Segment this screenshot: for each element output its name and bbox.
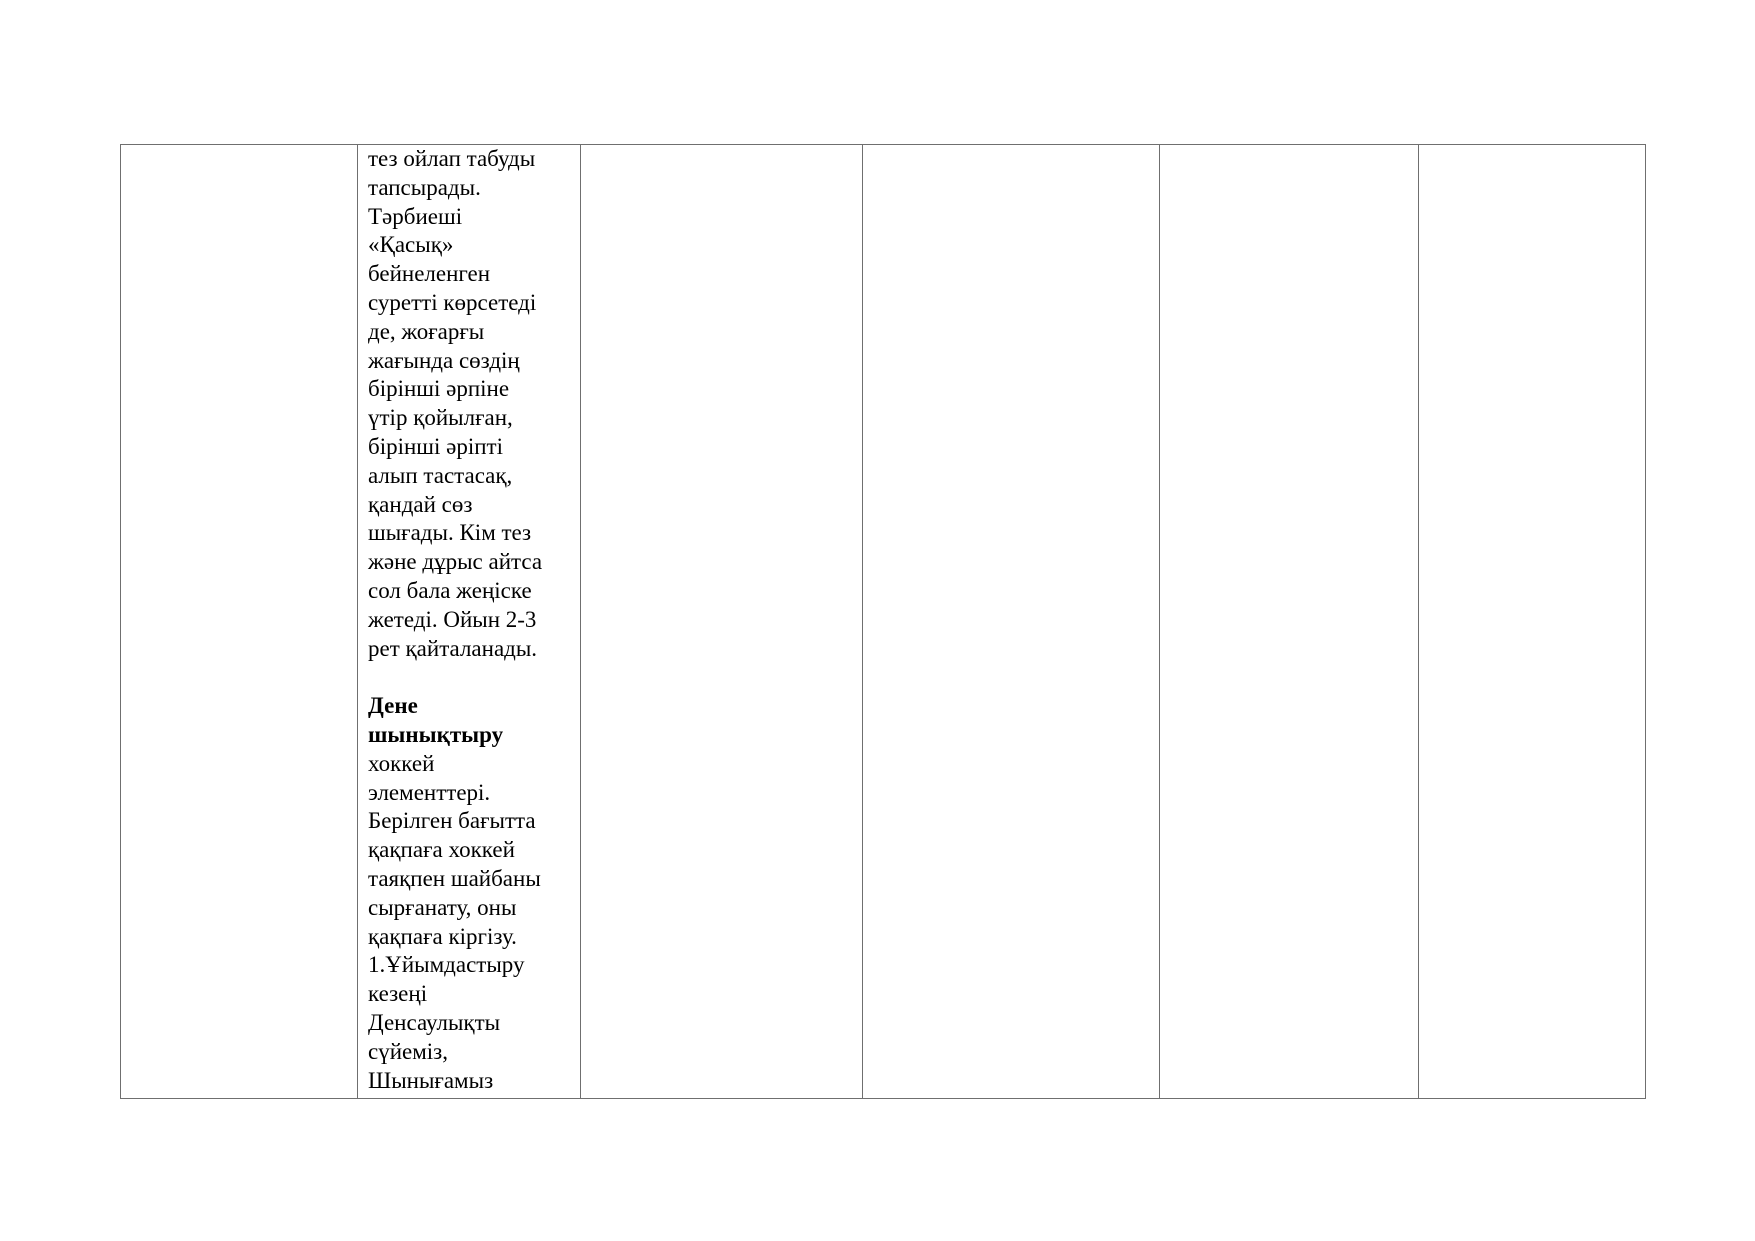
table-cell-column-5: [1160, 145, 1419, 1099]
text-line: сол бала жеңіске: [368, 577, 532, 603]
text-line: тапсырады.: [368, 174, 481, 200]
text-line: шығады. Кім тез: [368, 520, 532, 546]
text-line: таяқпен шайбаны: [368, 865, 541, 891]
text-line: бірінші әрпіне: [368, 376, 510, 402]
text-line: алып тастасақ,: [368, 462, 513, 488]
text-line: Шынығамыз: [368, 1067, 494, 1093]
text-line: қақпаға кіргізу.: [368, 923, 517, 949]
text-line: сүйеміз,: [368, 1038, 449, 1064]
lesson-description-text: [358, 145, 580, 1095]
text-line: Берілген бағытта: [368, 808, 536, 834]
text-line: Дене: [368, 693, 418, 719]
text-line: элементтері.: [368, 779, 491, 805]
text-line: «Қасық»: [368, 232, 454, 258]
text-line: Тәрбиеші: [368, 203, 463, 229]
schedule-table: [120, 144, 1646, 1099]
table-cell-column-3: [581, 145, 863, 1099]
text-line: үтір қойылған,: [368, 405, 513, 431]
text-line: бейнеленген: [368, 261, 491, 287]
text-line: шынықтыру: [368, 721, 504, 747]
text-line: қақпаға хоккей: [368, 837, 515, 863]
text-line: хоккей: [368, 750, 435, 776]
text-line: Денсаулықты: [368, 1009, 501, 1035]
text-line: рет қайталанады.: [368, 635, 538, 661]
text-line: және дұрыс айтса: [368, 549, 543, 575]
text-line: кезеңі: [368, 981, 428, 1007]
table-cell-column-6: [1419, 145, 1646, 1099]
text-line: жағында сөздің: [368, 347, 520, 373]
text-line: бірінші әріпті: [368, 433, 503, 459]
text-line: суретті көрсетеді: [368, 289, 537, 315]
table-cell-column-4: [863, 145, 1160, 1099]
table-cell-column-2: [358, 145, 581, 1099]
table-row: [121, 145, 1646, 1099]
text-line: де, жоғарғы: [368, 318, 485, 344]
text-line: қандай сөз: [368, 491, 473, 517]
text-line: сырғанату, оны: [368, 894, 517, 920]
text-line: [368, 663, 572, 692]
text-line: тез ойлап табуды: [368, 146, 536, 171]
text-line: 1.Ұйымдастыру: [368, 952, 525, 978]
text-line: жетеді. Ойын 2-3: [368, 606, 537, 632]
table-cell-column-1: [121, 145, 358, 1099]
